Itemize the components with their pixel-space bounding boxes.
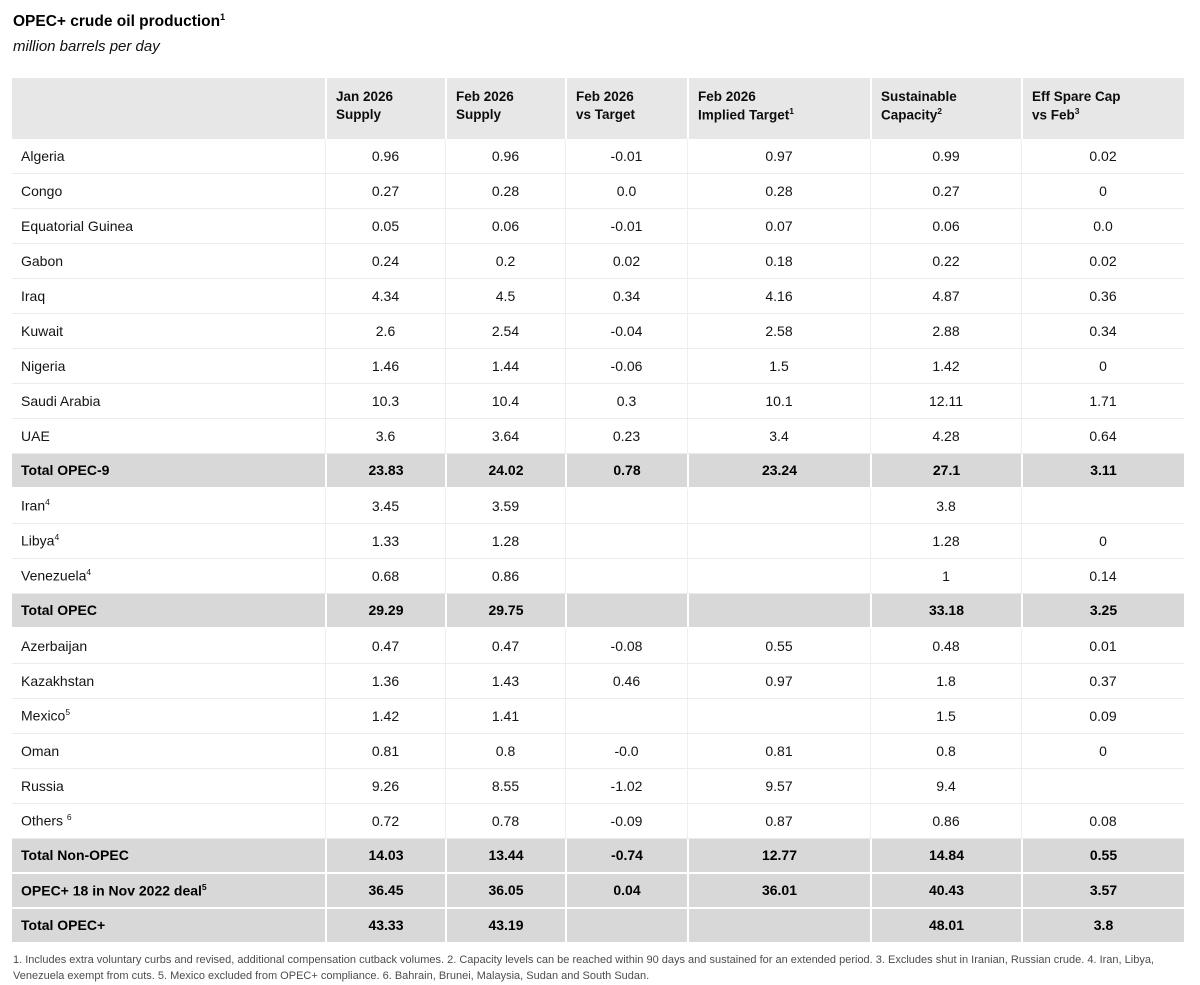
value-cell: 3.45	[325, 489, 445, 524]
value-cell: 0.0	[565, 174, 687, 209]
column-header-line1: Eff Spare Cap	[1032, 89, 1121, 105]
value-cell	[1021, 489, 1184, 524]
country-cell	[12, 909, 325, 944]
production-table	[12, 78, 1184, 944]
value-cell: 14.84	[870, 839, 1021, 874]
column-header-5	[870, 78, 1021, 139]
value-cell: 9.26	[325, 769, 445, 804]
column-header-line1: Feb 2026	[456, 89, 514, 105]
value-cell: 0.28	[445, 174, 565, 209]
value-cell: 43.33	[325, 909, 445, 944]
value-cell: 2.6	[325, 314, 445, 349]
column-header-1	[325, 78, 445, 139]
value-cell: 9.4	[870, 769, 1021, 804]
country-label: Algeria	[21, 147, 65, 164]
header-row	[12, 78, 1184, 139]
value-cell: 0.86	[870, 804, 1021, 839]
value-cell: 0.0	[1021, 209, 1184, 244]
value-cell: 0.27	[325, 174, 445, 209]
value-cell: 33.18	[870, 594, 1021, 629]
value-cell: 0.99	[870, 139, 1021, 174]
value-cell: 48.01	[870, 909, 1021, 944]
value-cell: 0.86	[445, 559, 565, 594]
column-header-6	[1021, 78, 1184, 139]
country-label: UAE	[21, 427, 50, 444]
value-cell: 1.28	[870, 524, 1021, 559]
value-cell: 0.46	[565, 664, 687, 699]
column-header-line2: vs Feb	[1032, 107, 1075, 123]
column-header-3	[565, 78, 687, 139]
value-cell: 4.34	[325, 279, 445, 314]
value-cell: 0.68	[325, 559, 445, 594]
value-cell: -0.74	[565, 839, 687, 874]
column-header-line2: Supply	[456, 106, 502, 122]
table-row	[12, 419, 1184, 454]
value-cell: 4.87	[870, 279, 1021, 314]
column-header-line1: Sustainable	[881, 89, 957, 105]
value-cell: 3.6	[325, 419, 445, 454]
value-cell: 0.8	[870, 734, 1021, 769]
value-cell: 0.97	[687, 139, 870, 174]
total-row	[12, 594, 1184, 629]
table-row	[12, 524, 1184, 559]
country-label: Total Non-OPEC	[21, 847, 129, 864]
value-cell: 1.33	[325, 524, 445, 559]
value-cell: 36.45	[325, 874, 445, 909]
value-cell: 14.03	[325, 839, 445, 874]
value-cell: 10.3	[325, 384, 445, 419]
value-cell: 1.42	[325, 699, 445, 734]
column-header-line2: Supply	[336, 106, 382, 122]
value-cell: 43.19	[445, 909, 565, 944]
value-cell: 3.11	[1021, 454, 1184, 489]
country-label: Total OPEC+	[21, 917, 106, 934]
value-cell: 0.72	[325, 804, 445, 839]
value-cell: 4.5	[445, 279, 565, 314]
value-cell: 3.8	[870, 489, 1021, 524]
value-cell: 0	[1021, 349, 1184, 384]
column-header-superscript: 3	[1074, 105, 1080, 116]
value-cell: 1.41	[445, 699, 565, 734]
value-cell: 36.05	[445, 874, 565, 909]
country-cell	[12, 209, 325, 244]
value-cell: 0.02	[1021, 139, 1184, 174]
value-cell: 0.06	[445, 209, 565, 244]
table-row	[12, 489, 1184, 524]
value-cell	[565, 594, 687, 629]
value-cell: 0.04	[565, 874, 687, 909]
total-row	[12, 909, 1184, 944]
page-subtitle: million barrels per day	[13, 38, 160, 56]
country-superscript: 5	[201, 881, 207, 892]
column-header-superscript: 2	[937, 105, 943, 116]
value-cell: 4.28	[870, 419, 1021, 454]
value-cell: 0.02	[1021, 244, 1184, 279]
value-cell	[687, 699, 870, 734]
value-cell: 0.47	[325, 629, 445, 664]
value-cell: 2.88	[870, 314, 1021, 349]
value-cell	[687, 594, 870, 629]
column-header-line1: Feb 2026	[698, 89, 756, 105]
table-row	[12, 559, 1184, 594]
country-cell	[12, 139, 325, 174]
value-cell: 0.48	[870, 629, 1021, 664]
value-cell: 1.8	[870, 664, 1021, 699]
country-cell	[12, 244, 325, 279]
value-cell: 0.81	[687, 734, 870, 769]
value-cell: 0	[1021, 174, 1184, 209]
value-cell: 24.02	[445, 454, 565, 489]
country-label: Total OPEC-9	[21, 462, 110, 479]
country-label: Venezuela	[21, 568, 87, 585]
country-cell	[12, 874, 325, 909]
total-row	[12, 454, 1184, 489]
value-cell: 0.78	[565, 454, 687, 489]
value-cell: 0.06	[870, 209, 1021, 244]
value-cell: 0.36	[1021, 279, 1184, 314]
value-cell: 9.57	[687, 769, 870, 804]
value-cell: -0.08	[565, 629, 687, 664]
value-cell: 3.8	[1021, 909, 1184, 944]
column-header-line2: Capacity	[881, 107, 938, 123]
table-row	[12, 804, 1184, 839]
value-cell: 0.01	[1021, 629, 1184, 664]
table-row	[12, 139, 1184, 174]
country-cell	[12, 279, 325, 314]
value-cell: 0.96	[445, 139, 565, 174]
table-row	[12, 349, 1184, 384]
value-cell: 23.83	[325, 454, 445, 489]
table-row	[12, 769, 1184, 804]
value-cell: 8.55	[445, 769, 565, 804]
page-title-superscript: 1	[220, 12, 226, 22]
value-cell: 4.16	[687, 279, 870, 314]
value-cell: 0.8	[445, 734, 565, 769]
country-label: OPEC+ 18 in Nov 2022 deal	[21, 882, 202, 899]
country-cell	[12, 314, 325, 349]
value-cell: 13.44	[445, 839, 565, 874]
table-row	[12, 174, 1184, 209]
value-cell	[565, 524, 687, 559]
value-cell: 1	[870, 559, 1021, 594]
value-cell: 0.27	[870, 174, 1021, 209]
value-cell: 1.71	[1021, 384, 1184, 419]
value-cell: 0.05	[325, 209, 445, 244]
value-cell: 0.55	[1021, 839, 1184, 874]
country-label: Kazakhstan	[21, 672, 95, 689]
value-cell: 0.81	[325, 734, 445, 769]
country-cell	[12, 524, 325, 559]
country-cell	[12, 839, 325, 874]
country-superscript: 4	[45, 497, 50, 508]
value-cell: 0.18	[687, 244, 870, 279]
country-cell	[12, 454, 325, 489]
value-cell	[687, 524, 870, 559]
value-cell: 3.25	[1021, 594, 1184, 629]
page-title-text: OPEC+ crude oil production	[13, 13, 221, 31]
country-label: Iran	[21, 498, 46, 515]
value-cell: 0.47	[445, 629, 565, 664]
country-label: Libya	[21, 533, 55, 550]
table-row	[12, 314, 1184, 349]
value-cell: 0.02	[565, 244, 687, 279]
country-cell	[12, 804, 325, 839]
country-cell	[12, 559, 325, 594]
country-label: Kuwait	[21, 322, 64, 339]
table-row	[12, 664, 1184, 699]
country-superscript: 4	[86, 567, 92, 578]
column-header-4	[687, 78, 870, 139]
total-row	[12, 874, 1184, 909]
value-cell: 0.78	[445, 804, 565, 839]
value-cell: 0.24	[325, 244, 445, 279]
value-cell: 0.28	[687, 174, 870, 209]
country-label: Gabon	[21, 252, 64, 269]
column-header-line1: Jan 2026	[336, 89, 394, 105]
country-cell	[12, 629, 325, 664]
value-cell: 40.43	[870, 874, 1021, 909]
value-cell	[1021, 769, 1184, 804]
value-cell: 1.5	[687, 349, 870, 384]
value-cell: 1.44	[445, 349, 565, 384]
value-cell: 0.2	[445, 244, 565, 279]
country-label: Mexico	[21, 708, 66, 725]
value-cell: 2.58	[687, 314, 870, 349]
country-label: Oman	[21, 742, 60, 759]
country-label: Equatorial Guinea	[21, 217, 134, 234]
page-title	[13, 12, 1188, 31]
table-row	[12, 734, 1184, 769]
value-cell: 0.87	[687, 804, 870, 839]
value-cell: 12.11	[870, 384, 1021, 419]
country-cell	[12, 174, 325, 209]
country-cell	[12, 489, 325, 524]
value-cell: 0	[1021, 734, 1184, 769]
value-cell: -0.0	[565, 734, 687, 769]
column-header-line1: Feb 2026	[576, 89, 634, 105]
value-cell: -0.04	[565, 314, 687, 349]
country-label: Iraq	[21, 287, 46, 304]
country-label: Total OPEC	[21, 602, 97, 619]
value-cell	[687, 489, 870, 524]
footnote: 1. Includes extra voluntary curbs and revised, additional compensation cutback volumes. 2. Capacity levels can be reached within 90 days and sustained for an extended period. 3. Excludes shut in Iranian, Russian crude. 4. Iran, Libya, Venezuela exempt from cuts. 5. Mexico excluded from OPEC+ compliance. 6. Bahrain, Brunei, Malaysia, Sudan and South Sudan.	[13, 953, 1154, 982]
country-cell	[12, 699, 325, 734]
value-cell: 1.43	[445, 664, 565, 699]
value-cell	[565, 559, 687, 594]
table-row	[12, 209, 1184, 244]
value-cell: 1.36	[325, 664, 445, 699]
country-cell	[12, 349, 325, 384]
value-cell: 29.29	[325, 594, 445, 629]
table-row	[12, 244, 1184, 279]
value-cell: 0.14	[1021, 559, 1184, 594]
value-cell: 0.37	[1021, 664, 1184, 699]
total-row	[12, 839, 1184, 874]
value-cell: 1.46	[325, 349, 445, 384]
value-cell: 0.23	[565, 419, 687, 454]
value-cell: 0.64	[1021, 419, 1184, 454]
value-cell: -1.02	[565, 769, 687, 804]
value-cell: -0.06	[565, 349, 687, 384]
country-label: Others	[21, 813, 67, 830]
value-cell: 27.1	[870, 454, 1021, 489]
value-cell: -0.09	[565, 804, 687, 839]
country-superscript: 6	[66, 812, 72, 823]
value-cell: 0.08	[1021, 804, 1184, 839]
column-header-line2: Implied Target	[698, 107, 790, 123]
value-cell	[565, 489, 687, 524]
table-row	[12, 384, 1184, 419]
value-cell: 0.07	[687, 209, 870, 244]
value-cell: 3.64	[445, 419, 565, 454]
value-cell: 10.1	[687, 384, 870, 419]
table-row	[12, 279, 1184, 314]
country-cell	[12, 769, 325, 804]
value-cell: 1.5	[870, 699, 1021, 734]
country-cell	[12, 664, 325, 699]
value-cell: 0.3	[565, 384, 687, 419]
country-cell	[12, 734, 325, 769]
value-cell: 29.75	[445, 594, 565, 629]
country-column-header	[12, 78, 325, 139]
country-superscript: 4	[54, 532, 60, 543]
value-cell: 10.4	[445, 384, 565, 419]
country-label: Russia	[21, 777, 64, 794]
value-cell: -0.01	[565, 139, 687, 174]
country-cell	[12, 594, 325, 629]
value-cell: 0.09	[1021, 699, 1184, 734]
value-cell: 0.34	[1021, 314, 1184, 349]
value-cell: 0.34	[565, 279, 687, 314]
country-superscript: 5	[65, 707, 71, 718]
value-cell	[687, 559, 870, 594]
country-label: Azerbaijan	[21, 637, 88, 654]
value-cell	[565, 699, 687, 734]
value-cell	[565, 909, 687, 944]
column-header-2	[445, 78, 565, 139]
table-row	[12, 699, 1184, 734]
value-cell: 0	[1021, 524, 1184, 559]
country-label: Congo	[21, 182, 63, 199]
value-cell: 1.28	[445, 524, 565, 559]
value-cell: 23.24	[687, 454, 870, 489]
value-cell: 0.55	[687, 629, 870, 664]
value-cell: -0.01	[565, 209, 687, 244]
value-cell: 0.22	[870, 244, 1021, 279]
country-label: Nigeria	[21, 357, 66, 374]
value-cell: 36.01	[687, 874, 870, 909]
value-cell: 3.57	[1021, 874, 1184, 909]
country-cell	[12, 419, 325, 454]
table-row	[12, 629, 1184, 664]
country-label: Saudi Arabia	[21, 392, 101, 409]
country-cell	[12, 384, 325, 419]
value-cell: 1.42	[870, 349, 1021, 384]
column-header-line2: vs Target	[576, 106, 636, 122]
value-cell: 3.59	[445, 489, 565, 524]
value-cell: 0.97	[687, 664, 870, 699]
value-cell: 3.4	[687, 419, 870, 454]
value-cell: 2.54	[445, 314, 565, 349]
column-header-superscript: 1	[789, 105, 794, 116]
value-cell: 12.77	[687, 839, 870, 874]
value-cell	[687, 909, 870, 944]
value-cell: 0.96	[325, 139, 445, 174]
